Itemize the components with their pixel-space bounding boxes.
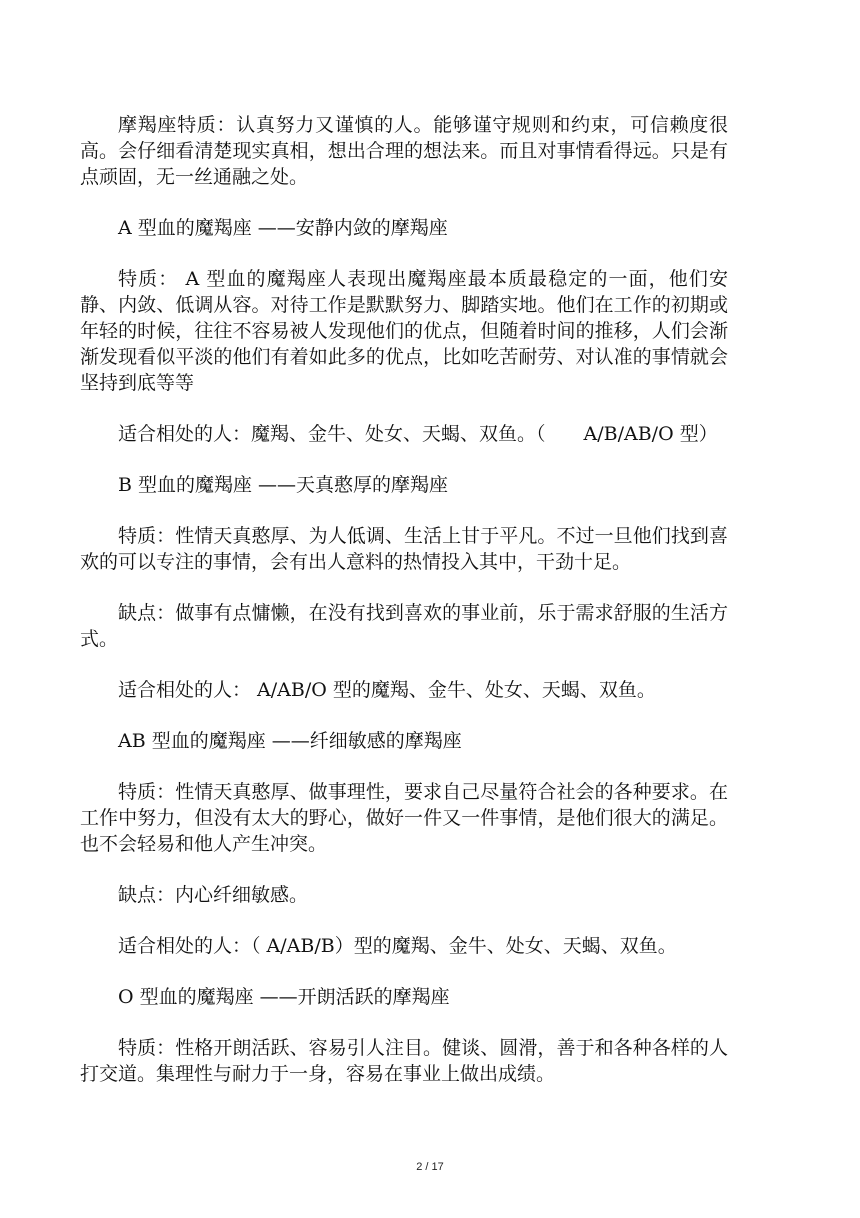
paragraph-type-o-traits: 特质：性格开朗活跃、容易引人注目。健谈、圆滑，善于和各种各样的人打交道。集理性与耐力于一身，容易在事业上做出成绩。 <box>80 1037 728 1085</box>
paragraph-type-a-compatible: 适合相处的人：魔羯、金牛、处女、天蝎、双鱼。（ A/B/AB/O 型） <box>118 423 718 445</box>
paragraph-type-ab-traits: 特质：性情天真憨厚、做事理性，要求自己尽量符合社会的各种要求。在工作中努力，但没有太大的野心，做好一件又一件事情，是他们很大的满足。也不会轻易和他人产生冲突。 <box>80 781 728 855</box>
paragraph-capricorn-traits: 摩羯座特质：认真努力又谨慎的人。能够谨守规则和约束，可信赖度很高。会仔细看清楚现实真相，想出合理的想法来。而且对事情看得远。只是有点顽固，无一丝通融之处。 <box>80 114 728 188</box>
paragraph-type-b-traits: 特质：性情天真憨厚、为人低调、生活上甘于平凡。不过一旦他们找到喜欢的可以专注的事情，会有出人意料的热情投入其中，干劲十足。 <box>80 525 728 573</box>
page-number: 2 / 17 <box>416 1161 444 1173</box>
document-body <box>80 112 728 1112</box>
paragraph-type-b-weakness: 缺点：做事有点慵懒，在没有找到喜欢的事业前，乐于需求舒服的生活方式。 <box>80 602 728 650</box>
paragraph-type-b-compatible: 适合相处的人： A/AB/O 型的魔羯、金牛、处女、天蝎、双鱼。 <box>118 679 656 701</box>
heading-type-b: B 型血的魔羯座 ——天真憨厚的摩羯座 <box>118 474 449 496</box>
paragraph-type-ab-weakness: 缺点：内心纤细敏感。 <box>118 884 309 906</box>
heading-type-ab: AB 型血的魔羯座 ——纤细敏感的摩羯座 <box>118 730 462 752</box>
heading-type-a: A 型血的魔羯座 ——安静内敛的摩羯座 <box>118 217 448 239</box>
paragraph-type-ab-compatible: 适合相处的人：（ A/AB/B）型的魔羯、金牛、处女、天蝎、双鱼。 <box>118 935 677 957</box>
paragraph-type-a-traits: 特质： A 型血的魔羯座人表现出魔羯座最本质最稳定的一面，他们安静、内敛、低调从容。对待工作是默默努力、脚踏实地。他们在工作的初期或年轻的时候，往往不容易被人发现他们的优点，但随着时间的推移，人们会渐渐发现看似平淡的他们有着如此多的优点，比如吃苦耐劳、对认准的事情就会坚持到底等等 <box>80 268 728 394</box>
heading-type-o: O 型血的魔羯座 ——开朗活跃的摩羯座 <box>118 986 450 1008</box>
